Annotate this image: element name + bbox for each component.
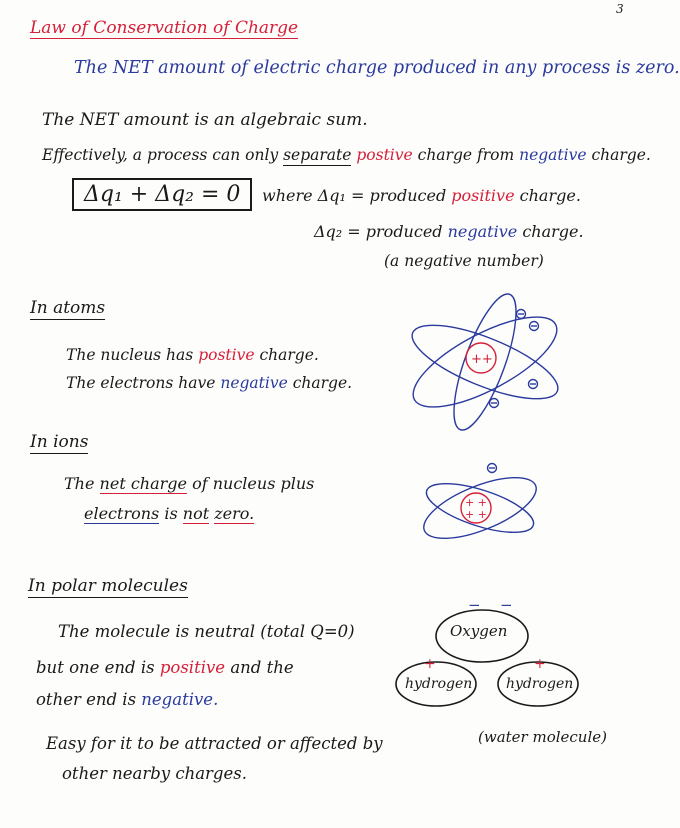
oxygen-minus-sign-2: − — [500, 596, 513, 614]
ions-heading-text: In ions — [30, 432, 89, 452]
ions-line-1 — [64, 474, 314, 493]
effectively-prefix: Effectively, a process can only — [42, 146, 279, 164]
where-line-2-suffix: charge. — [522, 222, 584, 241]
zero-word: zero. — [214, 504, 255, 523]
page-number: 3 — [616, 2, 624, 16]
polar-positive: positive — [159, 658, 226, 677]
hydrogen-left-label: hydrogen — [405, 676, 473, 692]
ions-line-2-b: is — [164, 504, 178, 523]
ion-illustration — [418, 458, 548, 558]
svg-text:++: ++ — [471, 352, 493, 367]
page-title — [30, 18, 298, 38]
polar-line-4: Easy for it to be attracted or affected by — [46, 734, 383, 753]
polar-line-3-prefix: other end is — [36, 690, 137, 709]
net-charge-word: net charge — [99, 474, 187, 493]
ions-line-2 — [84, 504, 254, 523]
where-line-1 — [262, 186, 581, 205]
polar-negative: negative. — [141, 690, 219, 709]
where-line-3: (a negative number) — [384, 252, 544, 270]
atoms-positive: postive — [198, 346, 255, 364]
negative-word: negative — [519, 146, 587, 164]
where-line-2 — [314, 222, 584, 241]
algebraic-sum-line: The NET amount is an algebraic sum. — [42, 110, 368, 130]
oxygen-label: Oxygen — [450, 622, 508, 640]
ion-nucleus-icon — [461, 493, 491, 523]
effectively-end: charge. — [591, 146, 651, 164]
atoms-line-1-prefix: The nucleus has — [66, 346, 194, 364]
where-positive: positive — [451, 186, 515, 205]
where-line-1-suffix: charge. — [519, 186, 581, 205]
ions-line-1-a: The — [64, 474, 95, 493]
conservation-equation: Δq₁ + Δq₂ = 0 — [72, 178, 252, 211]
atoms-line-2-prefix: The electrons have — [66, 374, 216, 392]
polar-line-2-prefix: but one end is — [36, 658, 155, 677]
svg-text:+ +: + + — [465, 508, 487, 521]
nucleus-icon — [466, 343, 496, 373]
atoms-heading — [30, 298, 105, 318]
ions-heading — [30, 432, 88, 452]
electrons-word: electrons — [84, 504, 160, 523]
where-line-1-prefix: where Δq₁ = produced — [262, 186, 447, 205]
hydrogen-right-plus: + — [534, 656, 546, 672]
atoms-heading-text: In atoms — [30, 298, 106, 318]
atoms-line-2 — [66, 374, 352, 392]
where-negative: negative — [447, 222, 518, 241]
atoms-line-1-suffix: charge. — [259, 346, 319, 364]
positive-word: postive — [356, 146, 413, 164]
hydrogen-left-plus: + — [424, 656, 436, 672]
polar-heading-text: In polar molecules — [28, 576, 188, 596]
polar-line-2 — [36, 658, 294, 677]
polar-heading — [28, 576, 188, 596]
water-molecule-caption: (water molecule) — [478, 728, 607, 746]
atoms-line-2-suffix: charge. — [292, 374, 353, 392]
polar-line-5: other nearby charges. — [62, 764, 247, 783]
svg-text:+ +: + + — [465, 496, 487, 509]
atom-illustration — [400, 300, 570, 430]
polar-line-1: The molecule is neutral (total Q=0) — [58, 622, 355, 641]
where-line-2-prefix: Δq₂ = produced — [314, 222, 443, 241]
oxygen-minus-sign: − — [468, 596, 481, 614]
ions-line-1-b: of nucleus plus — [192, 474, 315, 493]
hydrogen-right-label: hydrogen — [506, 676, 574, 692]
effectively-middle: charge from — [417, 146, 515, 164]
polar-line-2-suffix: and the — [230, 658, 294, 677]
not-word: not — [182, 504, 210, 523]
effectively-line — [42, 146, 651, 164]
separate-word: separate — [283, 146, 352, 164]
atoms-line-1 — [66, 346, 319, 364]
atoms-negative: negative — [220, 374, 288, 392]
polar-line-3 — [36, 690, 218, 709]
conservation-statement: The NET amount of electric charge produced in any process is zero. — [74, 58, 680, 78]
page-title-text: Law of Conservation of Charge — [30, 18, 299, 38]
